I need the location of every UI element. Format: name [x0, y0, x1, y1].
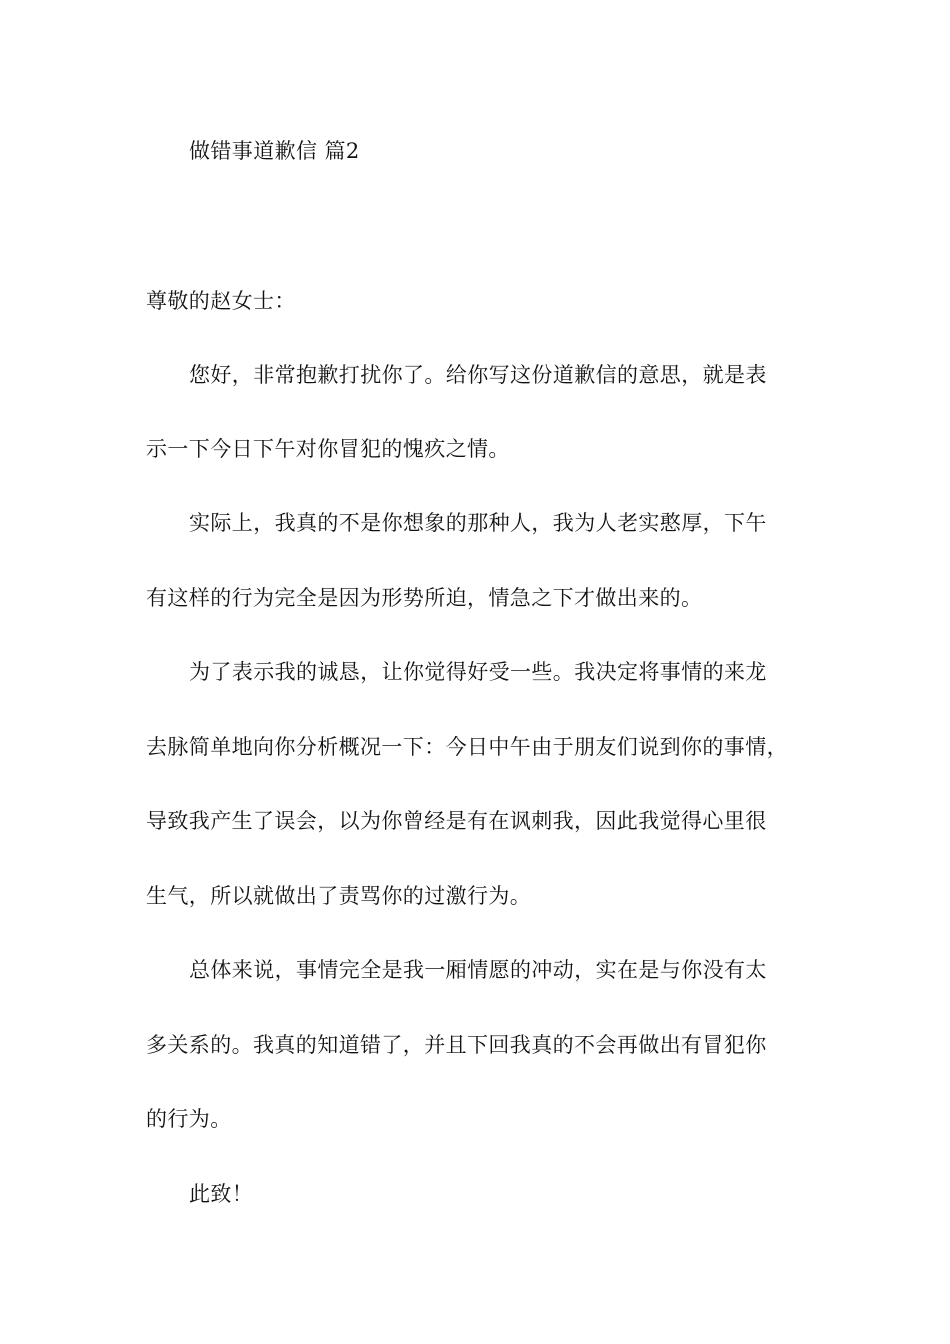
salutation: 尊敬的赵女士： — [146, 289, 296, 313]
paragraph-line: 多关系的。我真的知道错了，并且下回我真的不会再做出有冒犯你 — [146, 1033, 767, 1057]
paragraph-line: 导致我产生了误会，以为你曾经是有在讽刺我，因此我觉得心里很 — [146, 809, 767, 833]
paragraph-line: 总体来说，事情完全是我一厢情愿的冲动，实在是与你没有太 — [189, 958, 767, 982]
document-heading: 做错事道歉信 篇2 — [189, 139, 360, 163]
paragraph-line: 去脉简单地向你分析概况一下：今日中午由于朋友们说到你的事情， — [146, 735, 788, 759]
paragraph-line: 的行为。 — [146, 1107, 232, 1131]
paragraph-line: 有这样的行为完全是因为形势所迫，情急之下才做出来的。 — [146, 586, 703, 610]
paragraph-line: 为了表示我的诚恳，让你觉得好受一些。我决定将事情的来龙 — [189, 660, 767, 684]
paragraph-line: 生气，所以就做出了责骂你的过激行为。 — [146, 884, 532, 908]
closing: 此致！ — [189, 1182, 254, 1206]
paragraph-line: 示一下今日下午对你冒犯的愧疚之情。 — [146, 437, 510, 461]
paragraph-line: 您好，非常抱歉打扰你了。给你写这份道歉信的意思，就是表 — [189, 363, 767, 387]
paragraph-line: 实际上，我真的不是你想象的那种人，我为人老实憨厚，下午 — [189, 511, 767, 535]
